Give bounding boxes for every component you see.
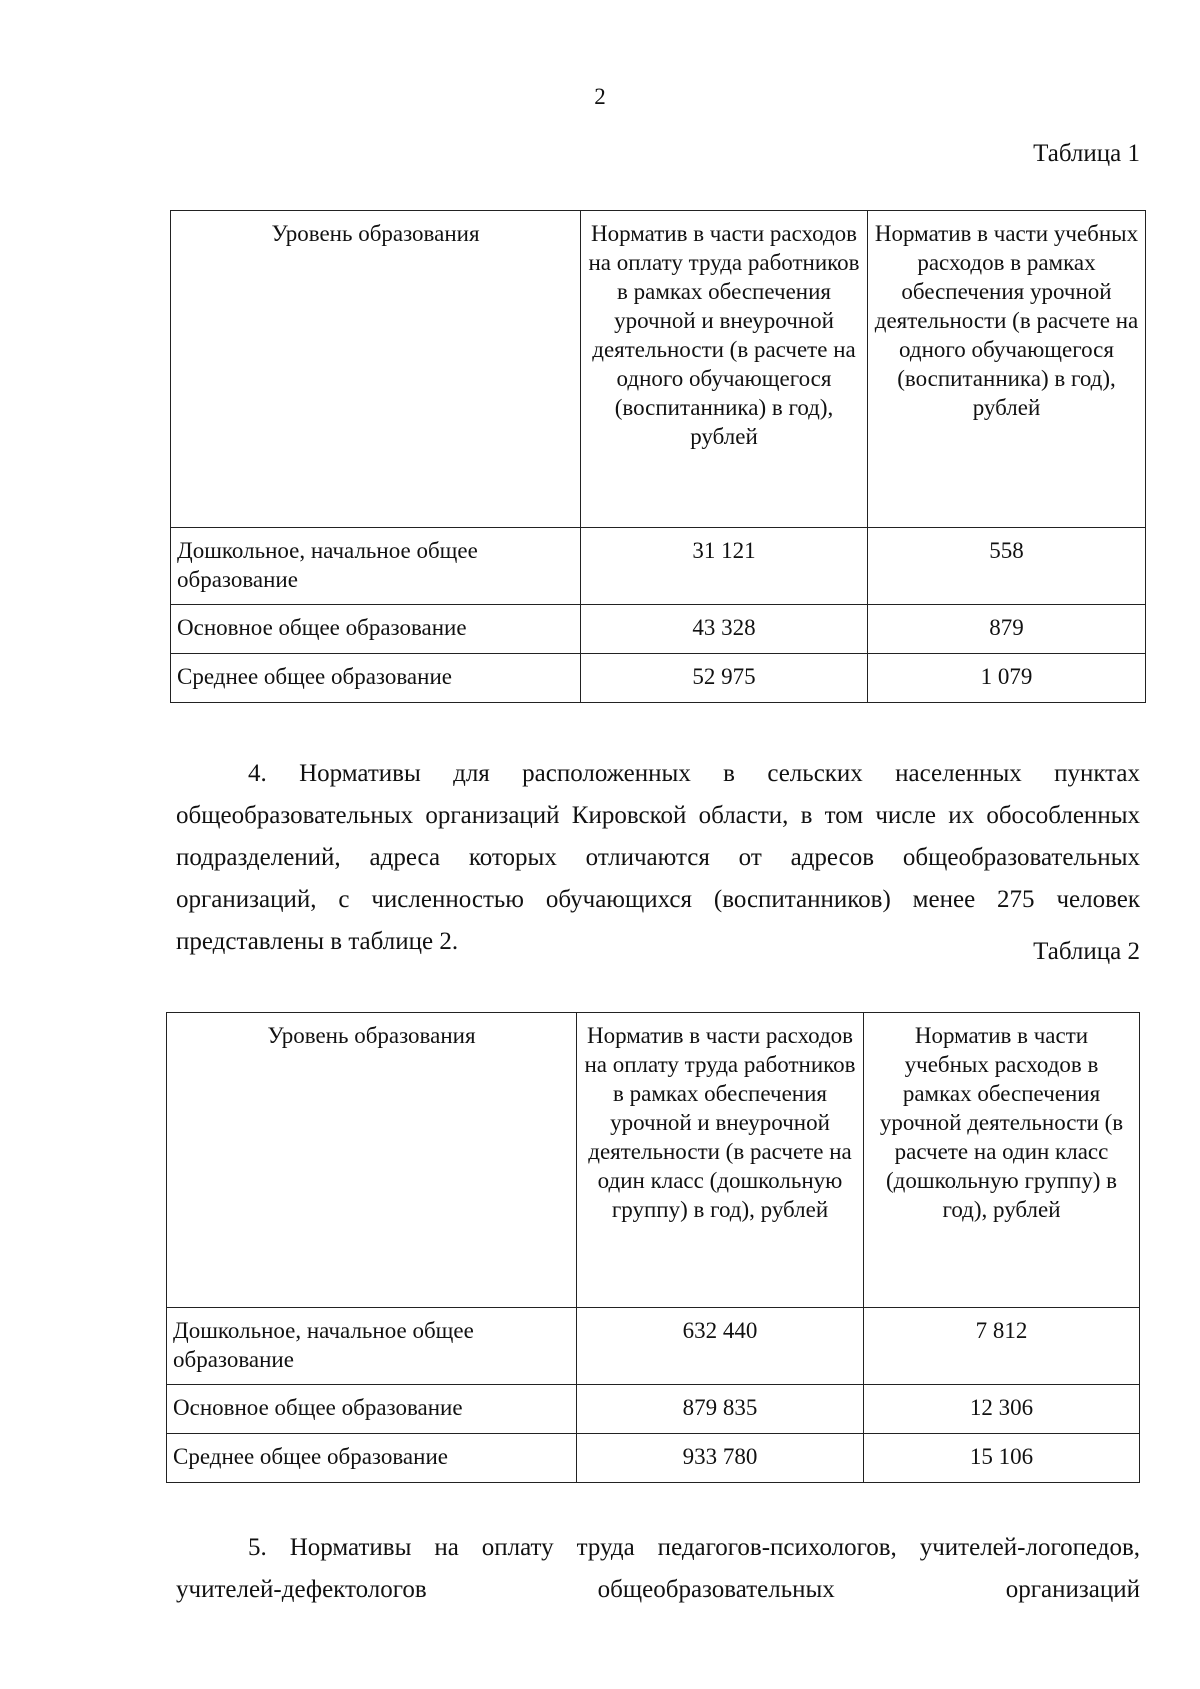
row-level: Основное общее образование: [171, 605, 581, 654]
header-study-norm: Норматив в части учебных расходов в рамках обеспечения урочной деятельности (в расчете на одного обучающегося (воспитанника) в год), рублей: [868, 211, 1146, 528]
row-labor-value: 52 975: [581, 654, 868, 703]
row-level: Среднее общее образование: [167, 1434, 577, 1483]
row-labor-value: 31 121: [581, 528, 868, 605]
row-study-value: 15 106: [864, 1434, 1140, 1483]
row-study-value: 7 812: [864, 1308, 1140, 1385]
row-labor-value: 43 328: [581, 605, 868, 654]
header-level: Уровень образования: [167, 1013, 577, 1308]
table-1-caption: Таблица 1: [1033, 140, 1140, 167]
table-1: [170, 210, 1146, 703]
row-labor-value: 879 835: [577, 1385, 864, 1434]
table-row: [167, 1308, 1140, 1385]
header-study-norm: Норматив в части учебных расходов в рамках обеспечения урочной деятельности (в расчете на один класс (дошкольную группу) в год), рублей: [864, 1013, 1140, 1308]
paragraph-4: 4. Нормативы для расположенных в сельских населенных пунктах общеобразовательных организаций Кировской области, в том числе их обособленных подразделений, адреса которых отличаются от адресов общеобразовательных организаций, с численностью обучающихся (воспитанников) менее 275 человек представлены в таблице 2.: [176, 760, 1140, 955]
table-row: [171, 605, 1146, 654]
paragraph-5: 5. Нормативы на оплату труда педагогов-психологов, учителей-логопедов, учителей-дефектологов общеобразовательных организаций: [176, 1534, 1140, 1603]
row-level: Среднее общее образование: [171, 654, 581, 703]
table-row: [171, 528, 1146, 605]
row-level: Основное общее образование: [167, 1385, 577, 1434]
row-labor-value: 933 780: [577, 1434, 864, 1483]
header-labor-norm: Норматив в части расходов на оплату труда работников в рамках обеспечения урочной и внеурочной деятельности (в расчете на один класс (дошкольную группу) в год), рублей: [577, 1013, 864, 1308]
row-level: Дошкольное, начальное общее образование: [171, 528, 581, 605]
row-study-value: 1 079: [868, 654, 1146, 703]
row-study-value: 558: [868, 528, 1146, 605]
page-number: 2: [594, 84, 606, 109]
row-labor-value: 632 440: [577, 1308, 864, 1385]
row-study-value: 879: [868, 605, 1146, 654]
table-row: [167, 1434, 1140, 1483]
table-2: [166, 1012, 1140, 1483]
table-row: [167, 1385, 1140, 1434]
table-2-caption: Таблица 2: [1033, 938, 1140, 965]
table-header-row: [171, 211, 1146, 528]
header-labor-norm: Норматив в части расходов на оплату труда работников в рамках обеспечения урочной и внеурочной деятельности (в расчете на одного обучающегося (воспитанника) в год), рублей: [581, 211, 868, 528]
header-level: Уровень образования: [171, 211, 581, 528]
row-study-value: 12 306: [864, 1385, 1140, 1434]
table-header-row: [167, 1013, 1140, 1308]
row-level: Дошкольное, начальное общее образование: [167, 1308, 577, 1385]
table-row: [171, 654, 1146, 703]
